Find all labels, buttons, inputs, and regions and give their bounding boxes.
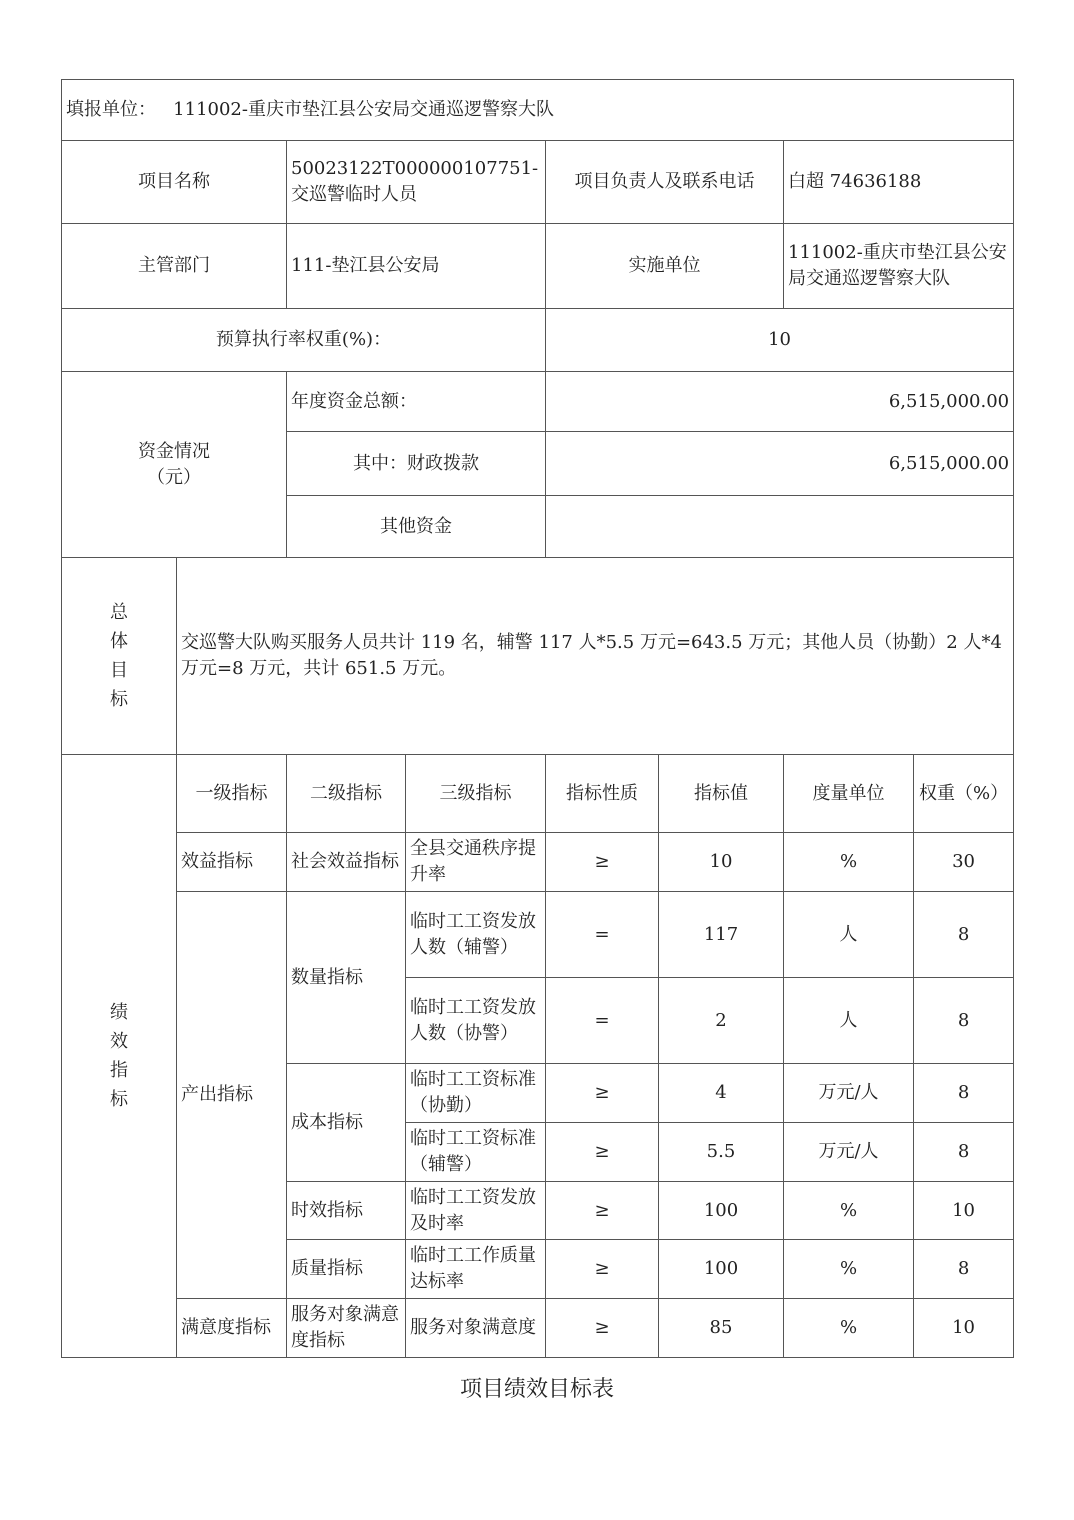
indicator-unit: % xyxy=(784,1299,914,1358)
funds-label: 资金情况 （元） xyxy=(62,372,287,558)
level2-quantity: 数量指标 xyxy=(287,892,406,1064)
indicator-value: 100 xyxy=(659,1240,784,1299)
project-name-value: 50023122T000000107751-交巡警临时人员 xyxy=(287,141,546,224)
level2-quality: 质量指标 xyxy=(287,1240,406,1299)
indicator-weight: 8 xyxy=(914,1240,1014,1299)
indicator-op: ≥ xyxy=(546,1123,659,1182)
filing-unit-value: 111002-重庆市垫江县公安局交通巡逻警察大队 xyxy=(173,99,554,120)
indicator-weight: 10 xyxy=(914,1299,1014,1358)
indicator-op: ≥ xyxy=(546,1182,659,1240)
impl-unit-value: 111002-重庆市垫江县公安局交通巡逻警察大队 xyxy=(784,224,1014,309)
indicator-unit: 万元/人 xyxy=(784,1064,914,1123)
indicator-value: 2 xyxy=(659,978,784,1064)
budget-weight-value: 10 xyxy=(546,309,1014,372)
dept-label: 主管部门 xyxy=(62,224,287,309)
indicator-weight: 30 xyxy=(914,833,1014,892)
header-level1: 一级指标 xyxy=(177,755,287,833)
level3-name: 临时工工资标准（协勤） xyxy=(406,1064,546,1123)
project-owner-label: 项目负责人及联系电话 xyxy=(546,141,784,224)
level3-name: 服务对象满意度 xyxy=(406,1299,546,1358)
funds-total-label: 年度资金总额： xyxy=(287,372,546,432)
overall-goal-text: 交巡警大队购买服务人员共计 119 名，辅警 117 人*5.5 万元=643.5 万元；其他人员（协勤）2 人*4 万元=8 万元，共计 651.5 万元。 xyxy=(177,558,1014,755)
indicator-unit: % xyxy=(784,1182,914,1240)
table-row xyxy=(62,1299,1014,1358)
level3-name: 临时工工资发放人数（辅警） xyxy=(406,892,546,978)
level2-time: 时效指标 xyxy=(287,1182,406,1240)
level3-name: 全县交通秩序提升率 xyxy=(406,833,546,892)
performance-target-table xyxy=(61,79,1014,1358)
indicator-unit: 万元/人 xyxy=(784,1123,914,1182)
filing-unit-label: 填报单位： xyxy=(66,99,156,120)
project-name-label: 项目名称 xyxy=(62,141,287,224)
funds-fiscal-label: 其中：财政拨款 xyxy=(287,432,546,496)
header-nature: 指标性质 xyxy=(546,755,659,833)
indicator-value: 85 xyxy=(659,1299,784,1358)
level3-name: 临时工工作质量达标率 xyxy=(406,1240,546,1299)
indicator-value: 5.5 xyxy=(659,1123,784,1182)
document-title: 项目绩效目标表 xyxy=(459,1377,614,1402)
impl-unit-label: 实施单位 xyxy=(546,224,784,309)
dept-value: 111-垫江县公安局 xyxy=(287,224,546,309)
level1-benefit: 效益指标 xyxy=(177,833,287,892)
level2-social: 社会效益指标 xyxy=(287,833,406,892)
indicator-value: 100 xyxy=(659,1182,784,1240)
performance-label: 绩 效 指 标 xyxy=(62,755,177,1358)
indicator-weight: 8 xyxy=(914,978,1014,1064)
level2-service: 服务对象满意度指标 xyxy=(287,1299,406,1358)
funds-other-label: 其他资金 xyxy=(287,496,546,558)
funds-other-value xyxy=(546,496,1014,558)
indicator-value: 4 xyxy=(659,1064,784,1123)
level3-name: 临时工工资发放及时率 xyxy=(406,1182,546,1240)
indicator-weight: 10 xyxy=(914,1182,1014,1240)
level2-cost: 成本指标 xyxy=(287,1064,406,1182)
level1-output: 产出指标 xyxy=(177,892,287,1299)
header-unit: 度量单位 xyxy=(784,755,914,833)
level3-name: 临时工工资标准（辅警） xyxy=(406,1123,546,1182)
indicator-op: = xyxy=(546,892,659,978)
indicator-unit: 人 xyxy=(784,978,914,1064)
filing-unit-cell xyxy=(62,80,1014,141)
indicator-weight: 8 xyxy=(914,892,1014,978)
indicator-unit: 人 xyxy=(784,892,914,978)
header-weight: 权重（%） xyxy=(914,755,1014,833)
indicator-op: ≥ xyxy=(546,1240,659,1299)
indicator-value: 10 xyxy=(659,833,784,892)
level1-satisfaction: 满意度指标 xyxy=(177,1299,287,1358)
indicator-op: ≥ xyxy=(546,1064,659,1123)
indicator-unit: % xyxy=(784,833,914,892)
table-row xyxy=(62,833,1014,892)
indicator-unit: % xyxy=(784,1240,914,1299)
project-owner-value: 白超 74636188 xyxy=(784,141,1014,224)
funds-total-value: 6,515,000.00 xyxy=(546,372,1014,432)
budget-weight-label: 预算执行率权重(%)： xyxy=(62,309,546,372)
header-value: 指标值 xyxy=(659,755,784,833)
indicator-weight: 8 xyxy=(914,1064,1014,1123)
level3-name: 临时工工资发放人数（协警） xyxy=(406,978,546,1064)
indicator-value: 117 xyxy=(659,892,784,978)
indicator-op: = xyxy=(546,978,659,1064)
table-row xyxy=(62,892,1014,978)
indicator-op: ≥ xyxy=(546,1299,659,1358)
header-level2: 二级指标 xyxy=(287,755,406,833)
overall-goal-label: 总 体 目 标 xyxy=(62,558,177,755)
header-level3: 三级指标 xyxy=(406,755,546,833)
indicator-weight: 8 xyxy=(914,1123,1014,1182)
funds-fiscal-value: 6,515,000.00 xyxy=(546,432,1014,496)
indicator-op: ≥ xyxy=(546,833,659,892)
